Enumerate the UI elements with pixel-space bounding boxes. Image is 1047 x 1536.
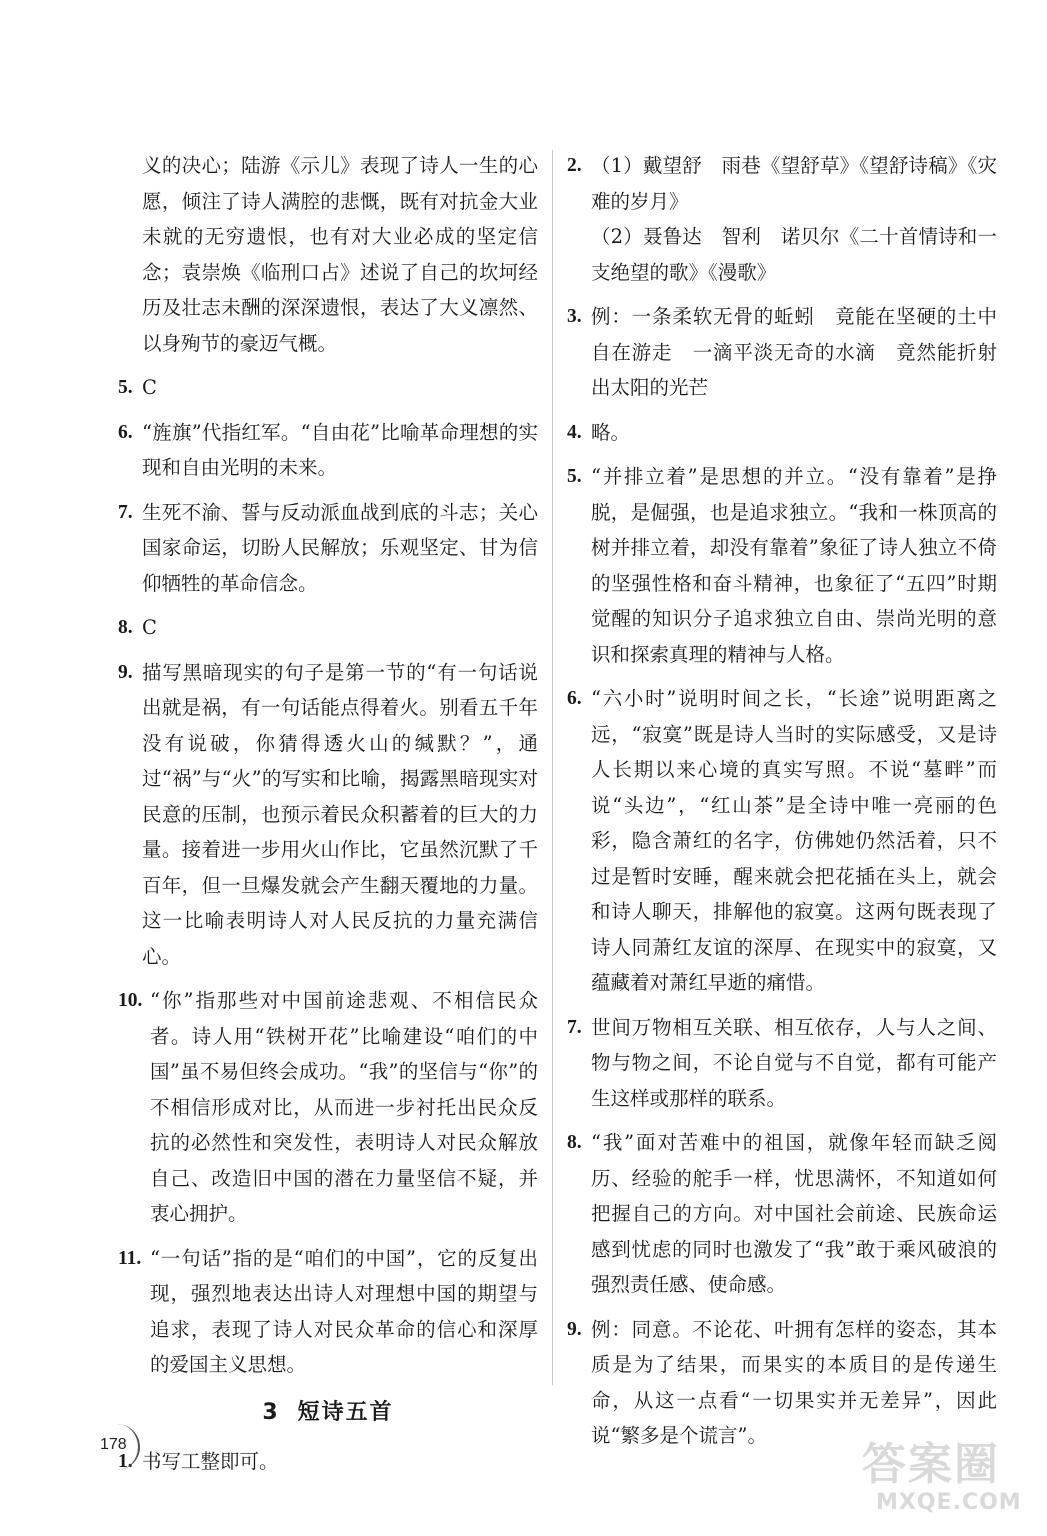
answer-number: 8. [118,617,133,638]
answer-number: 1. [118,1451,133,1472]
answer-number: 6. [118,421,133,443]
answer-item [118,415,538,486]
answer-text: C [142,616,157,639]
answer-number: 11. [118,1247,142,1269]
answer-number: 6. [567,688,582,709]
answer-text: 略。 [591,420,631,444]
answer-text: “你”指那些对中国前途悲观、不相信民众者。诗人用“铁树开花”比喻建设“咱们的中国”虽不易但终会成功。“我”的坚信与“你”的不相信形成对比，从而进一步衬托出民众反抗的必然性和突发性，表明诗人对民众解放自己、改造旧中国的潜在力量坚信不疑，并衷心拥护。 [150,989,538,1225]
page-number: 178 [100,1436,127,1453]
column-divider [552,150,553,1385]
answer-item [567,1125,997,1303]
answer-number: 3. [567,306,582,327]
answer-item [118,495,538,602]
watermark-text: 答案圈 [862,1439,1000,1490]
answer-text: 生死不渝、誓与反动派血战到底的斗志；关心国家命运，切盼人民解放；乐观坚定、甘为信仰牺牲的革命信念。 [142,500,538,595]
answer-number: 7. [567,1016,582,1038]
answer-number: 10. [118,990,143,1011]
answer-text: “一句话”指的是“咱们的中国”，它的反复出现，强烈地表达出诗人对理想中国的期望与追求，表现了诗人对民众革命的信心和深厚的爱国主义思想。 [150,1246,538,1376]
answer-text: C [142,376,157,399]
answer-number: 9. [567,1318,582,1340]
answer-item [118,1241,538,1383]
answer-text: 书写工整即可。 [142,1450,279,1473]
answer-number: 4. [567,421,582,443]
answer-text: “我”面对苦难中的祖国，就像年轻而缺乏阅历、经验的舵手一样，忧思满怀，不知道如何把握自己的方向。对中国社会前途、民族命运感到忧虑的同时也激发了“我”敢于乘风破浪的强烈责任感、使命感。 [591,1131,997,1296]
answer-text: 描写黑暗现实的句子是第一节的“有一句话说出就是祸，有一句话能点得着火。别看五千年没有说破，你猜得透火山的缄默？”，通过“祸”与“火”的写实和比喻，揭露黑暗现实对民意的压制，也预示着民众积蓄着的巨大的力量。接着进一步用火山作比，它虽然沉默了千百年，但一旦爆发就会产生翻天覆地的力量。这一比喻表明诗人对人民反抗的力量充满信心。 [142,660,538,968]
watermark-url: MXQE.COM [876,1490,1022,1515]
section-title: 短诗五首 [297,1399,394,1425]
answer-text: “并排立着”是思想的并立。“没有靠着”是挣脱，是倔强，也是追求独立。“我和一株顶高的树并排立着，却没有靠着”象征了诗人独立不倚的坚强性格和奋斗精神，也象征了“五四”时期觉醒的知识分子追求独立自由、崇尚光明的意识和探索真理的精神与人格。 [591,465,997,666]
answer-item [567,148,997,290]
answer-text: 例：一条柔软无骨的蚯蚓 竟能在坚硬的土中自在游走 一滴平淡无奇的水滴 竟然能折射出太阳的光芒 [591,305,997,399]
answer-number: 2. [567,155,582,176]
answer-text: “旌旗”代指红军。“自由花”比喻革命理想的实现和自由光明的未来。 [142,420,538,479]
answer-item [567,681,997,1001]
answer-item [567,459,997,672]
answer-number: 7. [118,501,133,523]
answer-item [118,1444,538,1480]
answer-item [118,983,538,1232]
answer-item [118,370,538,406]
answer-item [567,1010,997,1117]
answer-number: 9. [118,661,133,683]
answer-item [118,610,538,646]
answer-number: 5. [118,377,133,398]
answer-item [567,1312,997,1454]
answer-text-part-2: （2）聂鲁达 智利 诺贝尔《二十首情诗和一支绝望的歌》《漫歌》 [591,225,997,284]
continuation-text: 义的决心；陆游《示儿》表现了诗人一生的心愿，倾注了诗人满腔的悲慨，既有对抗金大业未就的无穷遗恨，也有对大业必成的坚定信念；袁崇焕《临刑口占》述说了自己的坎坷经历及壮志未酬的深深遗恨，表达了大义凛然、以身殉节的豪迈气概。 [142,154,538,355]
answer-text: 例：同意。不论花、叶拥有怎样的姿态，其本质是为了结果，而果实的本质目的是传递生命，从这一点看“一切果实并无差异”，因此说“繁多是个谎言”。 [591,1317,997,1447]
section-number: 3 [262,1399,280,1425]
answer-text-part-1: （1）戴望舒 雨巷《望舒草》《望舒诗稿》《灾难的岁月》 [591,154,997,213]
answer-item [567,299,997,406]
answer-text: 世间万物相互关联、相互依存，人与人之间、物与物之间，不论自觉与不自觉，都有可能产生这样或那样的联系。 [591,1015,997,1110]
section-heading [118,1395,538,1431]
answer-text: “六小时”说明时间之长，“长途”说明距离之远，“寂寞”既是诗人当时的实际感受，又是诗人长期以来心境的真实写照。不说“墓畔”而说“头边”，“红山茶”是全诗中唯一亮丽的色彩，隐含萧红的名字，仿佛她仍然活着，只不过是暂时安睡，醒来就会把花插在头上，就会和诗人聊天，排解他的寂寞。这两句既表现了诗人同萧红友谊的深厚、在现实中的寂寞，又蕴藏着对萧红早逝的痛惜。 [591,687,997,994]
answer-number: 8. [567,1132,582,1153]
answer-item [567,415,997,451]
answer-item [118,655,538,975]
left-column [118,148,538,1489]
watermark-logo [862,1440,1022,1530]
answer-number: 5. [567,466,582,487]
right-column [567,148,997,1463]
